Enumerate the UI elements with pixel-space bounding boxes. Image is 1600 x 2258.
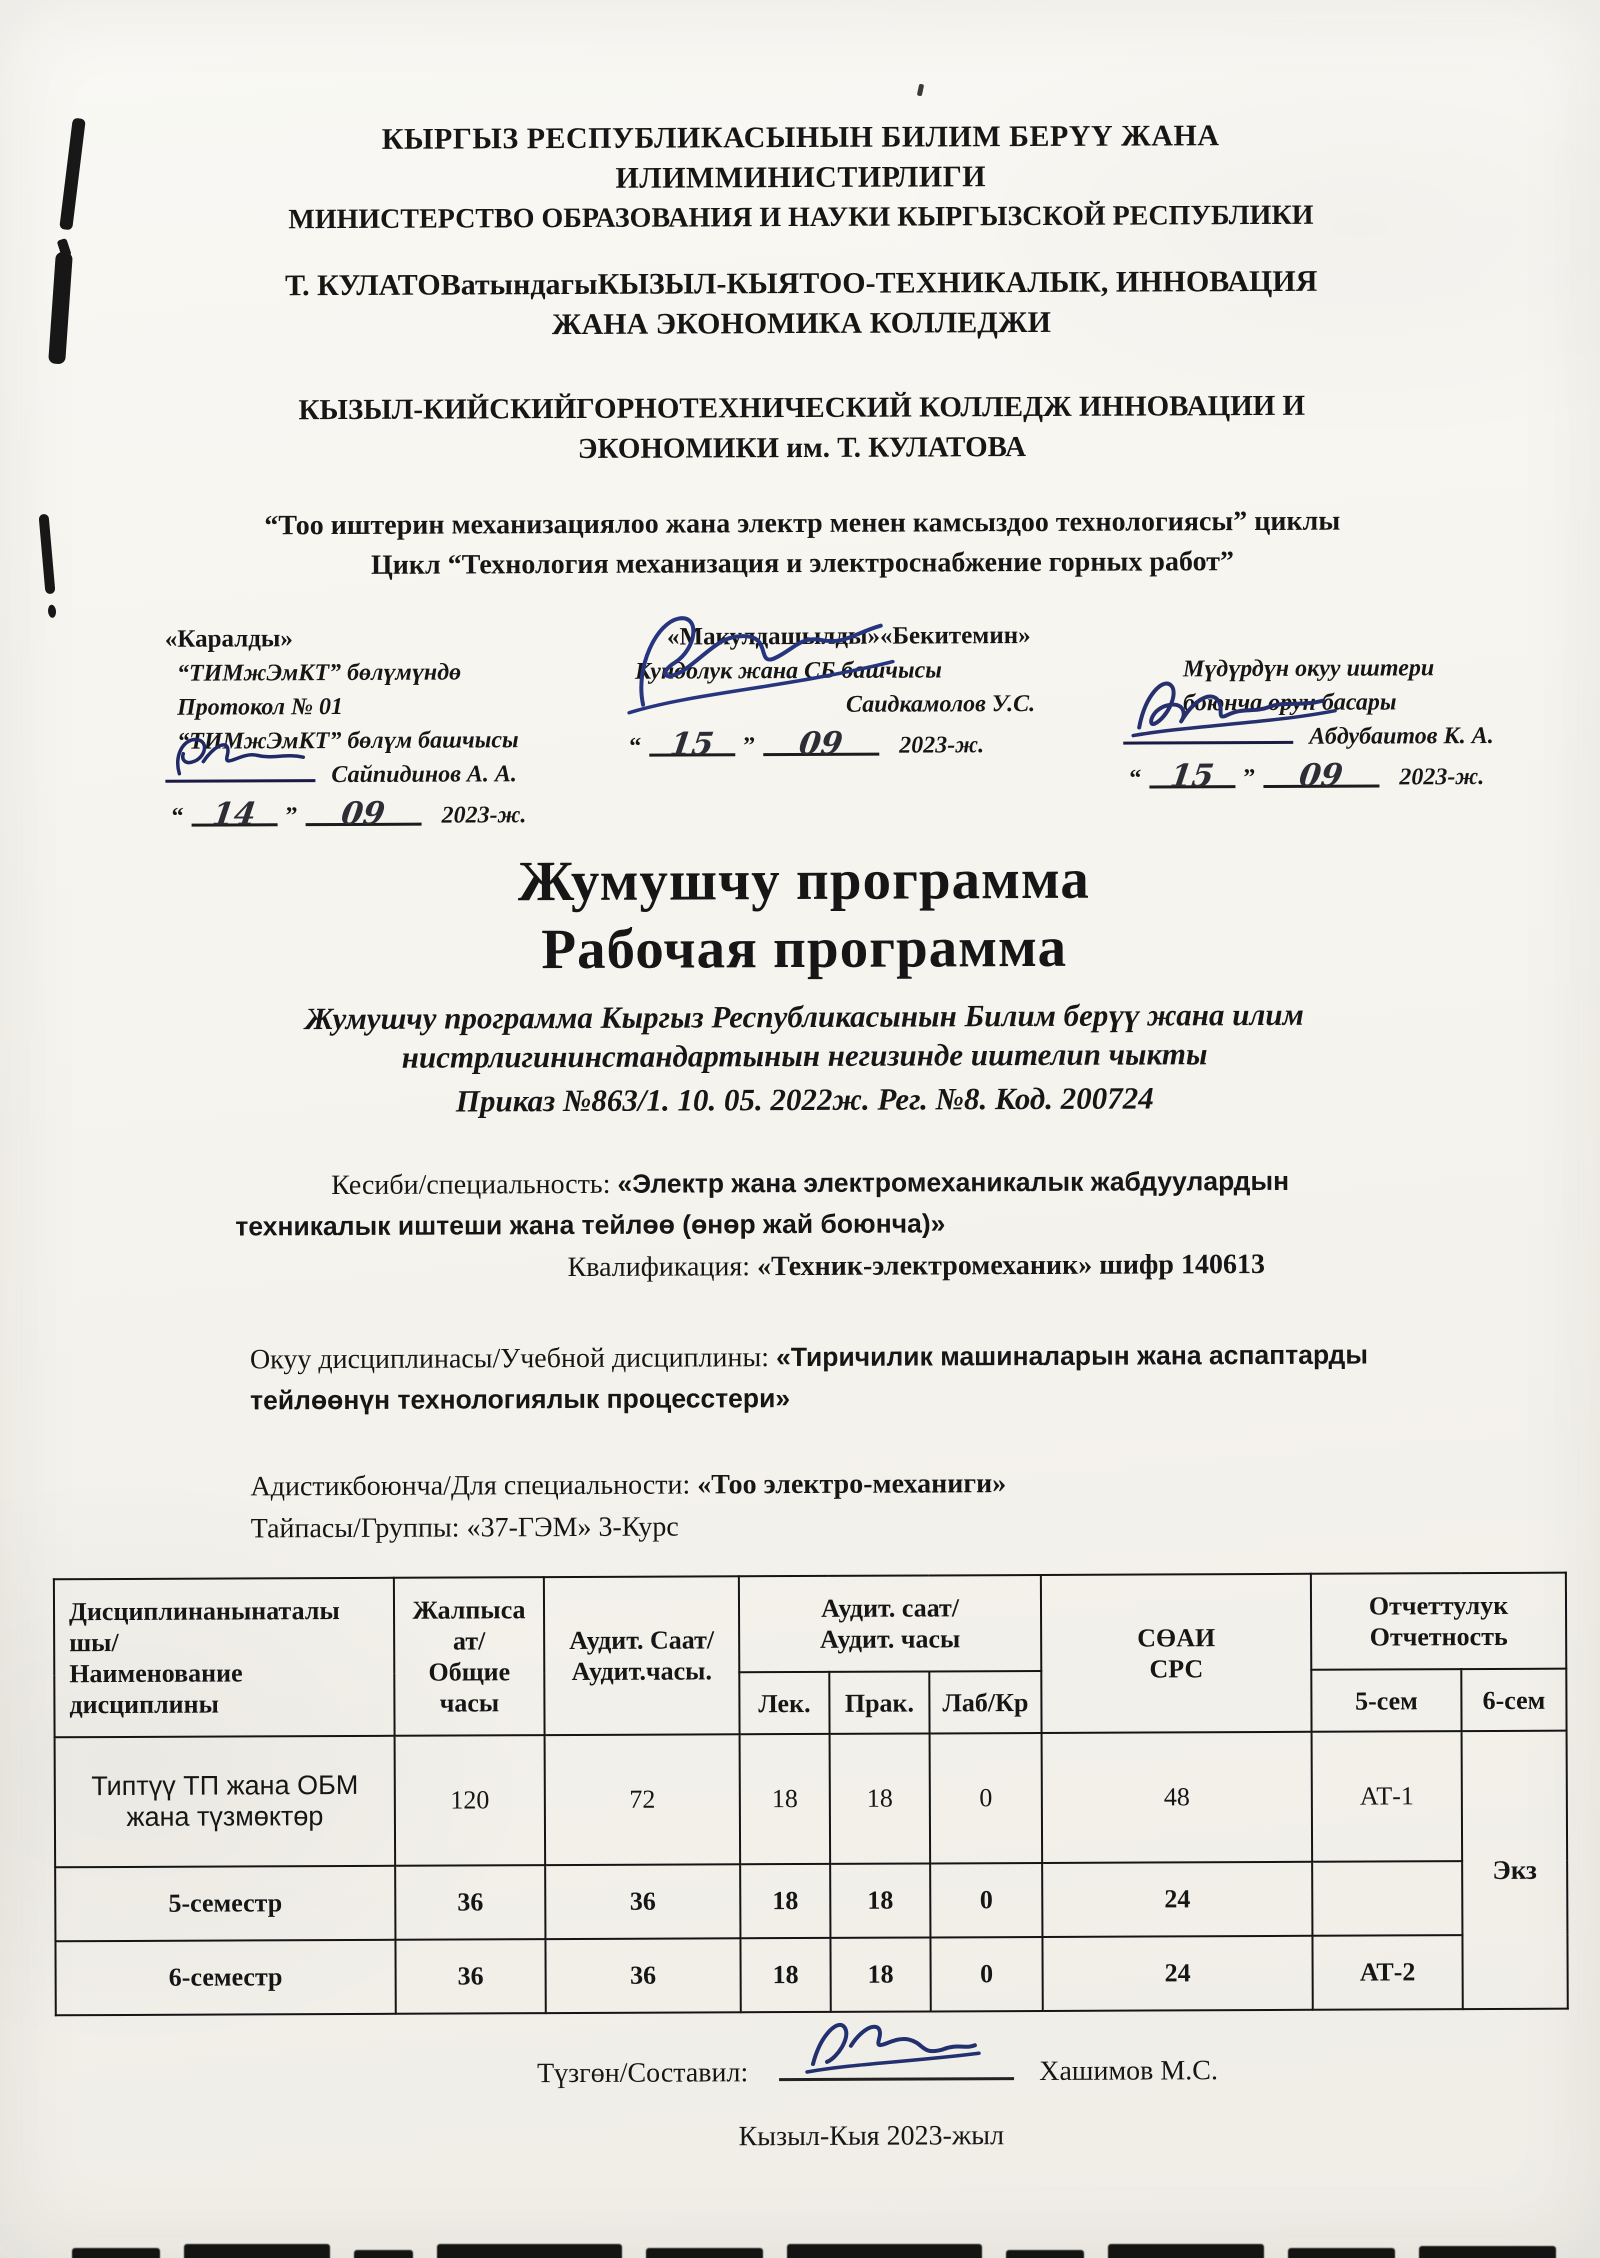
cell-audit: 72 xyxy=(545,1734,741,1865)
cutoff-print-marks xyxy=(72,2238,1556,2258)
date-blank xyxy=(305,795,421,833)
date-blank xyxy=(1149,758,1235,795)
col-header-discipline: Дисциплинанынаталы шы/ Наименование дисциплины xyxy=(54,1578,395,1737)
college-kg-line1: Т. КУЛАТОВатындагыКЫЗЫЛ-КЫЯТОО-ТЕХНИКАЛЫК, ИННОВАЦИЯ xyxy=(285,264,1318,303)
group-value: «37-ГЭМ» 3-Курс xyxy=(466,1511,679,1544)
college-ru-line2: ЭКОНОМИКИ им. Т. КУЛАТОВА xyxy=(577,431,1027,465)
cell-lectures: 18 xyxy=(740,1938,830,2012)
for-specialty-value: «Тоо электро-механиги» xyxy=(697,1468,1007,1501)
college-kg-line2: ЖАНА ЭКОНОМИКА КОЛЛЕДЖИ xyxy=(551,305,1051,342)
date-year: 2023-ж. xyxy=(441,802,527,829)
cell-sem6-exam: Экз xyxy=(1462,1731,1568,2009)
cell-srs: 48 xyxy=(1042,1732,1313,1863)
cutoff-text-fragment xyxy=(1288,2248,1395,2258)
signature-blank xyxy=(779,2068,1014,2081)
approval-date xyxy=(165,795,605,834)
cutoff-text-fragment xyxy=(1419,2246,1556,2258)
cutoff-text-fragment xyxy=(787,2244,982,2258)
qualification-label: Квалификация: xyxy=(567,1251,751,1284)
cell-lectures: 18 xyxy=(740,1864,830,1938)
for-specialty-line xyxy=(250,1461,1600,1507)
col-header-lectures: Лек. xyxy=(739,1672,829,1734)
specialty-line xyxy=(235,1160,1395,1247)
ministry-title-ru: МИНИСТЕРСТВО ОБРАЗОВАНИЯ И НАУКИ КЫРГЫЗСКОЙ РЕСПУБЛИКИ xyxy=(288,199,1314,236)
col-header-sem6: 6-сем xyxy=(1461,1669,1566,1731)
cutoff-text-fragment xyxy=(437,2244,622,2258)
approval-left-line1: “ТИМжЭмКТ” бөлүмүндө xyxy=(176,659,462,687)
handwritten-day: 14 xyxy=(210,796,259,833)
col-header-lab: Лаб/Кр xyxy=(929,1671,1041,1733)
cell-practice: 18 xyxy=(830,1937,930,2011)
approval-date xyxy=(623,725,1075,764)
signature-blank xyxy=(165,770,315,783)
table-row xyxy=(55,1731,1568,1868)
cutoff-text-fragment xyxy=(72,2248,160,2258)
qualification-value: «Техник-электромеханик» шифр 140613 xyxy=(756,1248,1266,1283)
approvals-block xyxy=(165,617,1554,834)
col-group-report: Отчеттулук Отчетность xyxy=(1311,1573,1566,1670)
col-header-practice: Прак. xyxy=(829,1671,929,1733)
composed-by-name: Хашимов М.С. xyxy=(1039,2055,1219,2087)
group-line xyxy=(251,1503,1600,1549)
approval-right-line1: Мүдүрдүн окуу иштери xyxy=(1182,655,1435,683)
signature-abdubaitov xyxy=(1123,659,1343,752)
ministry-title-kg-line2: ИЛИММИНИСТИРЛИГИ xyxy=(615,160,987,195)
col-header-srs: СӨАИ СРС xyxy=(1041,1574,1312,1733)
table-row xyxy=(55,1861,1567,1942)
cell-srs: 24 xyxy=(1042,1936,1312,2011)
program-basis: Жумушчу программа Кыргыз Республикасынын Билим берүү жана илим нистрлигининстандартынын негизинде иштелип чыкты xyxy=(304,996,1304,1075)
cycle-title xyxy=(2,501,1600,588)
quote-mark: “ xyxy=(1129,765,1142,792)
signature-line-abdubaitov xyxy=(1123,719,1553,755)
specialty-value: «Электр жана электромеханикалык жабдуулардын техникалык иштеши жана тейлөө (өнөр жай боюнча)» xyxy=(235,1165,1290,1242)
approval-approved xyxy=(1123,617,1554,830)
program-order: Приказ №863/1. 10. 05. 2022ж. Рег. №8. Код. 200724 xyxy=(455,1080,1154,1119)
col-header-total-hours: Жалпыса ат/ Общие часы xyxy=(394,1577,545,1736)
discipline-line xyxy=(250,1334,1436,1421)
cell-audit: 36 xyxy=(545,1938,740,2013)
for-specialty-label: Адистикбоюнча/Для специальности: xyxy=(250,1469,691,1503)
college-title-ru xyxy=(2,385,1600,472)
cell-lab: 0 xyxy=(930,1863,1042,1937)
discipline-label: Окуу дисциплинасы/Учебной дисциплины: xyxy=(249,1342,770,1376)
signature-saipidinov xyxy=(165,727,315,790)
cutoff-text-fragment xyxy=(1006,2250,1084,2258)
cell-lectures: 18 xyxy=(740,1734,831,1864)
cutoff-text-fragment xyxy=(646,2248,763,2258)
approval-center-title: «Макулдашылды»«Бекитемин» xyxy=(666,622,1031,651)
approver-name: Саидкамолов У.С. xyxy=(845,690,1036,718)
signature-khashimov xyxy=(793,2003,983,2086)
handwritten-day: 15 xyxy=(1168,758,1217,795)
quote-mark: ” xyxy=(743,733,756,760)
spacer xyxy=(1123,617,1553,653)
cell-practice: 18 xyxy=(830,1733,931,1863)
program-title-ru: Рабочая программа xyxy=(541,915,1068,982)
approval-reviewed xyxy=(165,621,606,834)
approval-left-title: «Каралды» xyxy=(164,625,293,653)
cell-total: 36 xyxy=(395,1939,545,2014)
signature-blank xyxy=(1123,732,1293,745)
ministry-title-kg-line1: КЫРГЫЗ РЕСПУБЛИКАСЫНЫН БИЛИМ БЕРҮҮ ЖАНА xyxy=(381,119,1220,156)
program-title-kg: Жумушчу программа xyxy=(517,847,1090,914)
cycle-ru: Цикл “Технология механизация и электроснабжение горных работ” xyxy=(370,546,1235,581)
cutoff-text-fragment xyxy=(354,2250,413,2258)
composed-by-line xyxy=(537,2053,1600,2090)
date-blank xyxy=(191,796,277,833)
date-blank xyxy=(1263,757,1379,794)
approval-center-line1: Кундолук жана СБ башчысы xyxy=(634,657,942,685)
quote-mark: ” xyxy=(1243,765,1256,792)
quote-mark: ” xyxy=(285,803,298,830)
handwritten-month: 09 xyxy=(339,795,388,833)
college-ru-line1: КЫЗЫЛ-КИЙСКИЙГОРНОТЕХНИЧЕСКИЙ КОЛЛЕДЖ ИННОВАЦИИ И xyxy=(298,389,1306,427)
approver-name: Сайпидинов А. А. xyxy=(331,761,517,789)
approval-left-line3: “ТИМжЭмКТ” бөлүм башчысы xyxy=(177,727,519,755)
cell-audit: 36 xyxy=(545,1864,740,1939)
approval-date xyxy=(1123,757,1553,796)
date-blank xyxy=(649,726,735,763)
curriculum-table xyxy=(53,1572,1569,2017)
specialty-label: Кесиби/специальность: xyxy=(331,1168,611,1202)
col-header-sem5: 5-сем xyxy=(1311,1669,1461,1732)
cell-practice: 18 xyxy=(830,1863,930,1937)
cutoff-text-fragment xyxy=(1108,2244,1264,2258)
program-details xyxy=(5,1159,1600,1550)
date-year: 2023-ж. xyxy=(899,732,985,759)
cell-discipline-name: 5-семестр xyxy=(55,1866,395,1941)
cell-lab: 0 xyxy=(930,1937,1042,2011)
cell-total: 120 xyxy=(395,1735,546,1866)
composed-by-label: Түзгөн/Составил: xyxy=(536,2057,749,2090)
handwritten-day: 15 xyxy=(668,726,717,763)
cell-sem5-report: АТ-1 xyxy=(1312,1731,1463,1862)
quote-mark: “ xyxy=(171,803,184,830)
approval-agreed xyxy=(605,619,1076,832)
cell-discipline-name: 6-семестр xyxy=(55,1940,395,2015)
cutoff-text-fragment xyxy=(184,2244,330,2258)
handwritten-month: 09 xyxy=(797,725,846,763)
cell-srs: 24 xyxy=(1042,1862,1312,1937)
cell-total: 36 xyxy=(395,1865,545,1940)
place-and-year: Кызыл-Кыя 2023-жыл xyxy=(738,2120,1005,2153)
discipline-value: «Тиричилик машиналарын жана аспаптарды тейлөөнүн технологиялык процесстери» xyxy=(250,1339,1368,1416)
date-year: 2023-ж. xyxy=(1399,764,1485,791)
approval-left-line2: Протокол № 01 xyxy=(177,694,344,721)
approval-right-line2: боюнча орун басары xyxy=(1183,689,1397,717)
cycle-kg: “Тоо иштерин механизациялоо жана электр менен камсыздоо технологиясы” циклы xyxy=(264,505,1341,542)
cell-discipline-name: Типтүү ТП жана ОБМ жана түзмөктөр xyxy=(55,1736,396,1867)
quote-mark: “ xyxy=(629,733,642,760)
date-blank xyxy=(763,725,879,763)
signature-line-saipidinov xyxy=(165,757,605,793)
signature-saidkamolov xyxy=(605,596,906,729)
cell-sem5-report xyxy=(1312,1861,1462,1936)
ministry-header xyxy=(0,0,1600,241)
group-label: Тайпасы/Группы: xyxy=(250,1512,460,1545)
college-title-kg xyxy=(1,261,1600,348)
qualification-line xyxy=(567,1243,1600,1288)
col-header-audit-hours: Аудит. Саат/ Аудит.часы. xyxy=(544,1576,740,1735)
cell-sem5-report: АТ-2 xyxy=(1312,1935,1462,2010)
approver-name: Абдубаитов К. А. xyxy=(1309,722,1494,750)
cell-lab: 0 xyxy=(930,1733,1043,1863)
handwritten-month: 09 xyxy=(1297,757,1346,794)
col-group-audit-hours: Аудит. саат/ Аудит. часы xyxy=(739,1575,1041,1672)
